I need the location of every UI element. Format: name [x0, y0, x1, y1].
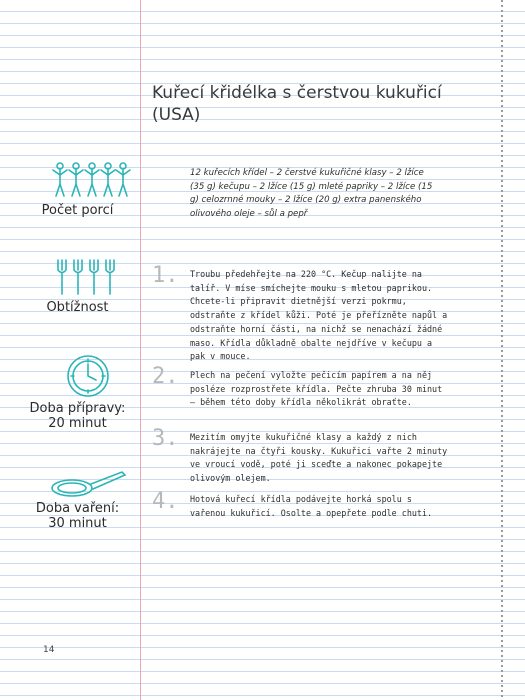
recipe-title: Kuřecí křidélka s čerstvou kukuřicí (USA): [152, 83, 442, 125]
page-number: 14: [43, 645, 55, 655]
step-number: 3.: [152, 426, 179, 451]
servings-label: Počet porcí: [41, 203, 114, 218]
frying-pan-icon: [48, 468, 128, 500]
page-margin-line: [140, 0, 141, 700]
step-number: 2.: [152, 364, 179, 389]
step-text: Hotová kuřecí křídla podávejte horká spolu s vařenou kukuřicí. Osolte a opepřete podle chuti.: [190, 494, 433, 518]
step-text: Plech na pečení vyložte pečicím papírem a na něj posléze rozprostřete křídla. Pečte zhruba 30 minut – během této doby křídla několikrát obraťte.: [190, 370, 443, 408]
difficulty-label: Obtížnost: [46, 300, 109, 315]
prep-time-label: Doba přípravy:: [29, 401, 126, 416]
cook-time-value: 30 minut: [48, 516, 107, 531]
forks-icon: [56, 258, 122, 296]
perforation-edge: [501, 0, 503, 700]
cook-time-label: Doba vaření:: [35, 501, 120, 516]
clock-icon: [66, 354, 110, 398]
step-text: Mezitím omyjte kukuřičné klasy a každý z nich nakrájejte na čtyři kousky. Kukuřici vařte 2 minuty ve vroucí vodě, poté ji sceďte a nakonec pokapejte olivovým olejem.: [190, 432, 448, 484]
step-text: Troubu předehřejte na 220 °C. Kečup nalijte na talíř. V míse smíchejte mouku s mletou paprikou. Chcete-li připravit dietnější verzi pokrmu, odstraňte z křídel kůži. Poté je přeřízněte napůl a odstraňte horní části, na nichž se nenachází žádné maso. Křídla důkladně obalte nejdříve v kečupu a pak v mouce.: [190, 269, 448, 362]
people-icon: [52, 160, 132, 200]
ingredients-text: 12 kuřecích křídel – 2 čerstvé kukuřičné klasy – 2 lžíce (35 g) kečupu – 2 lžíce (15 g) mleté papriky – 2 lžíce (15 g) celozrnné mouky – 2 lžíce (20 g) extra panenského olivového oleje – sůl a pepř: [190, 168, 433, 219]
step-number: 4.: [152, 489, 179, 514]
step-number: 1.: [152, 263, 179, 288]
prep-time-value: 20 minut: [48, 416, 107, 431]
